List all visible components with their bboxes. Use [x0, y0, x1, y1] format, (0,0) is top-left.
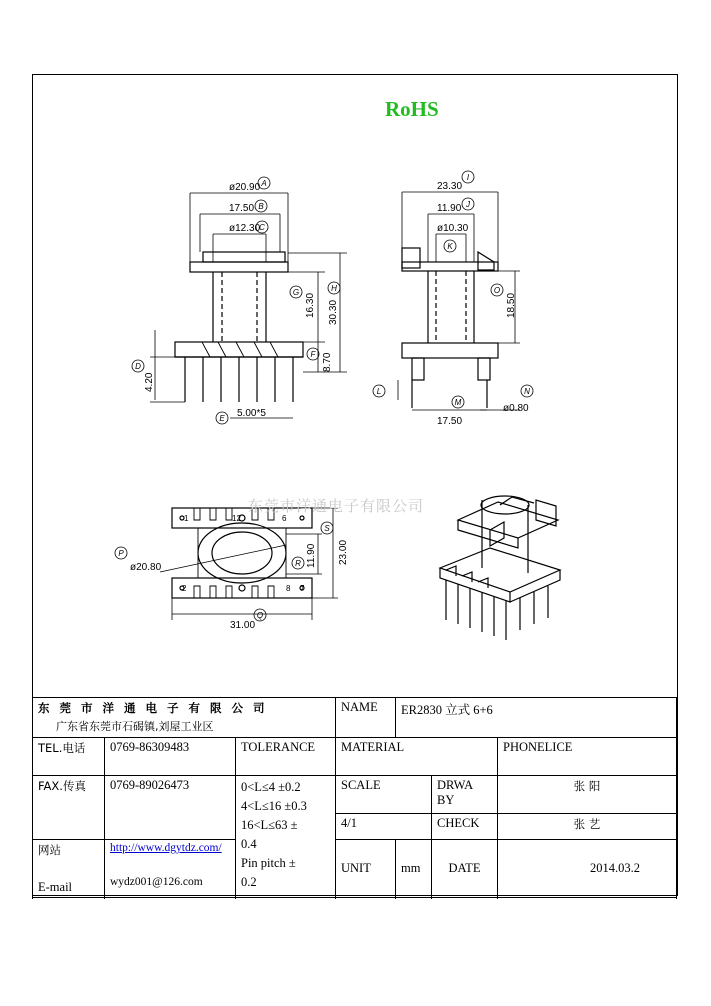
tolerance-line: 0.4	[241, 837, 257, 851]
dim-j-value: 11.90	[437, 203, 462, 214]
company-address: 广东省东莞市石碣镇,刘屋工业区	[56, 720, 214, 733]
drawn-by-label-line: BY	[437, 793, 455, 807]
pin-label: 1	[184, 514, 189, 523]
website-link[interactable]: http://www.dgytdz.com/	[110, 842, 222, 854]
tolerance-line: 0.2	[241, 875, 257, 889]
front-top-flange-lower	[190, 262, 288, 272]
label-a: A	[261, 179, 267, 188]
dim-h-value: 30.30	[328, 299, 339, 325]
pin-label: 12	[232, 514, 241, 523]
pin-label: 7	[300, 584, 305, 593]
company-cell	[33, 698, 336, 738]
rohs-mark: RoHS	[385, 97, 439, 121]
label-n: N	[524, 387, 530, 396]
dim-k-value: ø10.30	[437, 223, 469, 234]
drawn-by-value: 张 阳	[498, 776, 677, 814]
pin-label: 6	[282, 514, 287, 523]
fax-label: FAX.传真	[33, 776, 105, 840]
dim-g-value: 16.30	[305, 292, 316, 318]
tolerance-line: 4<L≤16 ±0.3	[241, 799, 307, 813]
name-label: NAME	[336, 698, 396, 738]
side-base	[402, 343, 498, 358]
label-c: C	[259, 223, 265, 232]
side-right-flange	[478, 252, 494, 270]
tolerance-line: Pin pitch ±	[241, 856, 296, 870]
pin-label: 2	[182, 584, 187, 593]
front-base	[175, 342, 303, 357]
material-label: MATERIAL	[336, 738, 498, 776]
dim-r-value: 11.90	[306, 543, 317, 568]
front-top-flange	[203, 252, 285, 262]
website-label: 网站	[38, 843, 61, 857]
title-block	[32, 697, 677, 898]
tolerance-label: TOLERANCE	[236, 738, 336, 776]
scale-label: SCALE	[336, 776, 432, 814]
dim-e-value: 5.00*5	[237, 408, 266, 419]
label-s: S	[324, 524, 330, 533]
label-k: K	[447, 242, 453, 251]
tolerance-values	[236, 776, 336, 898]
dim-a-value: ø20.90	[229, 182, 261, 193]
contact-values	[105, 840, 236, 898]
label-l: L	[376, 387, 382, 396]
front-view	[175, 252, 303, 402]
label-r: R	[295, 559, 301, 568]
pin-label: 8	[286, 584, 291, 593]
label-p: P	[118, 549, 124, 558]
label-f: F	[310, 350, 316, 359]
dim-b-value: 17.50	[229, 203, 255, 214]
dim-q-value: 31.00	[230, 620, 256, 631]
company-name: 东 莞 市 洋 通 电 子 有 限 公 司	[38, 701, 268, 715]
side-view	[402, 248, 501, 408]
name-value: ER2830 立式 6+6	[396, 698, 677, 738]
label-b: B	[258, 202, 264, 211]
check-value: 张 艺	[498, 814, 677, 840]
dim-f-value: 8.70	[322, 352, 333, 372]
contact-labels	[33, 840, 105, 898]
dim-m-value: 17.50	[437, 416, 463, 427]
tolerance-line: 16<L≤63 ±	[241, 818, 298, 832]
date-label: DATE	[432, 840, 498, 898]
email-value: wydz001@126.com	[110, 876, 203, 888]
date-value: 2014.03.2	[498, 840, 677, 898]
side-left-flange	[402, 248, 420, 268]
drawn-by-label	[432, 776, 498, 814]
dim-i-value: 23.30	[437, 181, 463, 192]
unit-label: UNIT	[336, 840, 396, 898]
drawn-by-label-line: DRWA	[437, 778, 474, 792]
label-m: M	[454, 398, 462, 407]
isometric-view	[440, 496, 560, 640]
label-q: Q	[256, 611, 264, 620]
dim-n-value: ø0.80	[503, 403, 529, 414]
label-j: J	[466, 200, 470, 209]
watermark: 东莞市洋通电子有限公司	[248, 497, 425, 515]
label-i: I	[466, 173, 470, 182]
dim-c-value: ø12.30	[229, 223, 261, 234]
fax-value: 0769-89026473	[105, 776, 236, 840]
label-e: E	[219, 414, 225, 423]
label-h: H	[331, 284, 337, 293]
check-label: CHECK	[432, 814, 498, 840]
dim-o-value: 18.50	[506, 292, 517, 318]
material-value: PHONELICE	[498, 738, 677, 776]
tel-value: 0769-86309483	[105, 738, 236, 776]
dim-s-value: 23.00	[338, 539, 349, 565]
unit-value: mm	[396, 840, 432, 898]
label-o: O	[493, 286, 501, 295]
tel-label: TEL.电话	[33, 738, 105, 776]
scale-value: 4/1	[336, 814, 432, 840]
label-d: D	[135, 362, 141, 371]
label-g: G	[292, 288, 300, 297]
tolerance-line: 0<L≤4 ±0.2	[241, 780, 301, 794]
dim-p-value: ø20.80	[130, 562, 162, 573]
email-label: E-mail	[38, 880, 73, 894]
bottom-view	[172, 508, 312, 598]
dim-d-value: 4.20	[144, 372, 155, 392]
